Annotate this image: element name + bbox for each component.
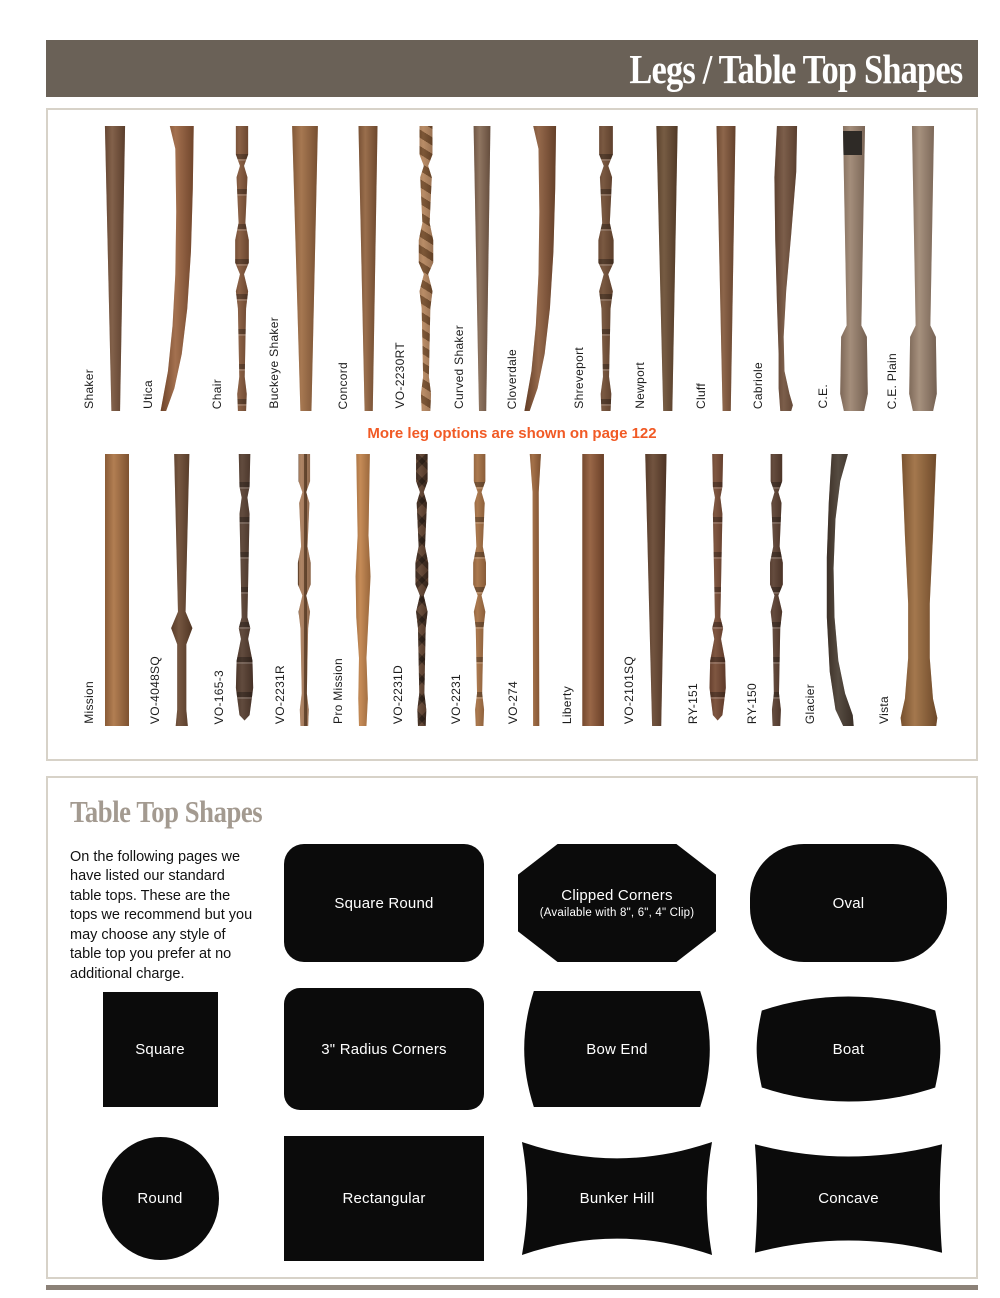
tabletop-shape-rectangular <box>284 1136 484 1261</box>
leg-label: VO-2231R <box>273 664 288 724</box>
leg-item <box>210 126 259 411</box>
leg-item <box>572 126 625 411</box>
leg-item <box>267 126 328 411</box>
leg-photo-shaker <box>97 126 133 411</box>
leg-photo-vo-165-3 <box>227 454 263 726</box>
leg-label: Vista <box>876 696 891 724</box>
leg-item <box>148 454 201 726</box>
leg-label: Cabriole <box>751 361 765 409</box>
page-title: Legs / Table Top Shapes <box>629 45 962 92</box>
leg-photo-vo-2231d <box>406 454 438 726</box>
leg-item <box>273 454 320 726</box>
leg-photo-chair <box>225 126 259 411</box>
leg-photo-cabriole <box>766 126 808 411</box>
leg-photo-newport <box>648 126 686 411</box>
shape-label: Round <box>137 1190 183 1207</box>
leg-label: Curved Shaker <box>452 325 466 409</box>
leg-photo-cloverdale <box>520 126 564 411</box>
leg-label: VO-2230RT <box>393 342 407 409</box>
leg-photo-buckeye-shaker <box>282 126 328 411</box>
leg-item <box>449 454 496 726</box>
leg-label: Utica <box>141 380 155 409</box>
leg-photo-vista <box>892 454 946 726</box>
leg-photo-ry-150 <box>760 454 792 726</box>
leg-photo-curved-shaker <box>467 126 497 411</box>
tabletop-shape-oval <box>750 844 947 962</box>
leg-item <box>885 126 946 411</box>
legs-row-1 <box>48 126 976 411</box>
page-header <box>46 40 978 97</box>
leg-item <box>505 126 564 411</box>
leg-label: RY-151 <box>685 682 700 724</box>
leg-label: VO-2101SQ <box>621 655 636 724</box>
legs-panel <box>46 108 978 761</box>
leg-photo-cluff <box>709 126 743 411</box>
tabletop-shape-square <box>103 992 218 1107</box>
leg-item <box>331 454 380 726</box>
leg-item <box>82 454 137 726</box>
leg-photo-vo-4048sq <box>163 454 201 726</box>
leg-label: C.E. <box>816 384 830 409</box>
leg-photo-liberty <box>575 454 611 726</box>
leg-item <box>745 454 792 726</box>
tabletops-panel <box>46 776 978 1279</box>
leg-photo-utica <box>156 126 202 411</box>
leg-photo-pro-mission <box>346 454 380 726</box>
shape-label: Oval <box>832 894 865 912</box>
leg-item <box>694 126 743 411</box>
leg-photo-vo-2101sq <box>637 454 675 726</box>
tabletops-heading: Table Top Shapes <box>70 794 263 829</box>
tabletop-shape-concave <box>750 1136 947 1261</box>
leg-label: C.E. Plain <box>885 352 899 409</box>
tabletop-shape-clipped-corners <box>518 844 716 962</box>
leg-photo-shreveport <box>587 126 625 411</box>
tabletop-shape-square-round <box>284 844 484 962</box>
shape-label: Concave <box>818 1190 879 1207</box>
leg-photo-vo-2230rt <box>408 126 444 411</box>
leg-item <box>622 454 675 726</box>
tabletop-shape-boat <box>750 988 947 1110</box>
leg-label: VO-2231 <box>448 673 463 724</box>
leg-label: Glacier <box>803 683 818 724</box>
shape-label: 3" Radius Corners <box>321 1040 447 1058</box>
legs-row-2 <box>48 454 976 726</box>
leg-label: Cluff <box>694 383 708 409</box>
leg-label: Newport <box>633 362 647 409</box>
intro-text: On the following pages we have listed our standard table tops. These are the tops we recommend but you may choose any style of table top you prefer at no additional charge. <box>70 849 253 982</box>
leg-photo-ce-plain <box>900 126 946 411</box>
leg-label: VO-274 <box>506 680 521 724</box>
leg-label: VO-4048SQ <box>147 655 162 724</box>
leg-photo-vo-2231r <box>288 454 320 726</box>
leg-item <box>393 126 444 411</box>
leg-photo-vo-274 <box>521 454 549 726</box>
leg-label: Mission <box>82 681 96 724</box>
leg-photo-mission <box>97 454 137 726</box>
leg-photo-vo-2231 <box>464 454 496 726</box>
shape-label-main: Clipped Corners <box>561 887 673 904</box>
leg-item <box>816 126 877 411</box>
leg-label: Shaker <box>82 369 96 409</box>
leg-item <box>877 454 946 726</box>
leg-item <box>336 126 385 411</box>
leg-item <box>751 126 808 411</box>
leg-photo-concord <box>351 126 385 411</box>
leg-label: VO-2231D <box>390 664 405 724</box>
leg-item <box>803 454 866 726</box>
shape-label: Bunker Hill <box>579 1190 655 1207</box>
leg-item <box>82 126 133 411</box>
leg-label: RY-150 <box>745 682 760 724</box>
leg-photo-ce <box>831 126 877 411</box>
shape-label: Bow End <box>586 1040 648 1058</box>
leg-photo-ry-151 <box>701 454 735 726</box>
tabletop-shape-radius-corners <box>284 988 484 1110</box>
leg-item <box>633 126 686 411</box>
leg-label: Chair <box>210 378 224 409</box>
tabletop-shape-bow-end <box>518 988 716 1110</box>
leg-label: Liberty <box>560 685 575 724</box>
leg-item <box>560 454 611 726</box>
leg-label: Buckeye Shaker <box>267 317 281 409</box>
shape-label: Rectangular <box>342 1190 426 1207</box>
leg-label: Pro Mission <box>331 658 346 724</box>
shape-label-sub: (Available with 8", 6", 4" Clip) <box>539 907 695 919</box>
shape-label: Boat <box>832 1040 865 1058</box>
leg-photo-glacier <box>818 454 866 726</box>
leg-label: Cloverdale <box>505 348 519 409</box>
shape-label: Square Round <box>334 894 434 912</box>
leg-item <box>391 454 438 726</box>
leg-item <box>141 126 202 411</box>
tabletop-shape-round <box>102 1137 219 1260</box>
leg-label: VO-165-3 <box>211 669 226 724</box>
shape-label: Square <box>135 1040 185 1058</box>
leg-item <box>212 454 263 726</box>
leg-item <box>506 454 549 726</box>
leg-label: Concord <box>336 361 350 409</box>
tabletops-grid <box>70 844 976 1261</box>
tabletop-shape-bunker-hill <box>518 1136 716 1261</box>
shape-label <box>518 844 716 962</box>
leg-item <box>452 126 497 411</box>
more-legs-note: More leg options are shown on page 122 <box>367 425 657 442</box>
leg-label: Shreveport <box>572 347 586 409</box>
bottom-rule <box>46 1285 978 1290</box>
leg-item <box>686 454 735 726</box>
